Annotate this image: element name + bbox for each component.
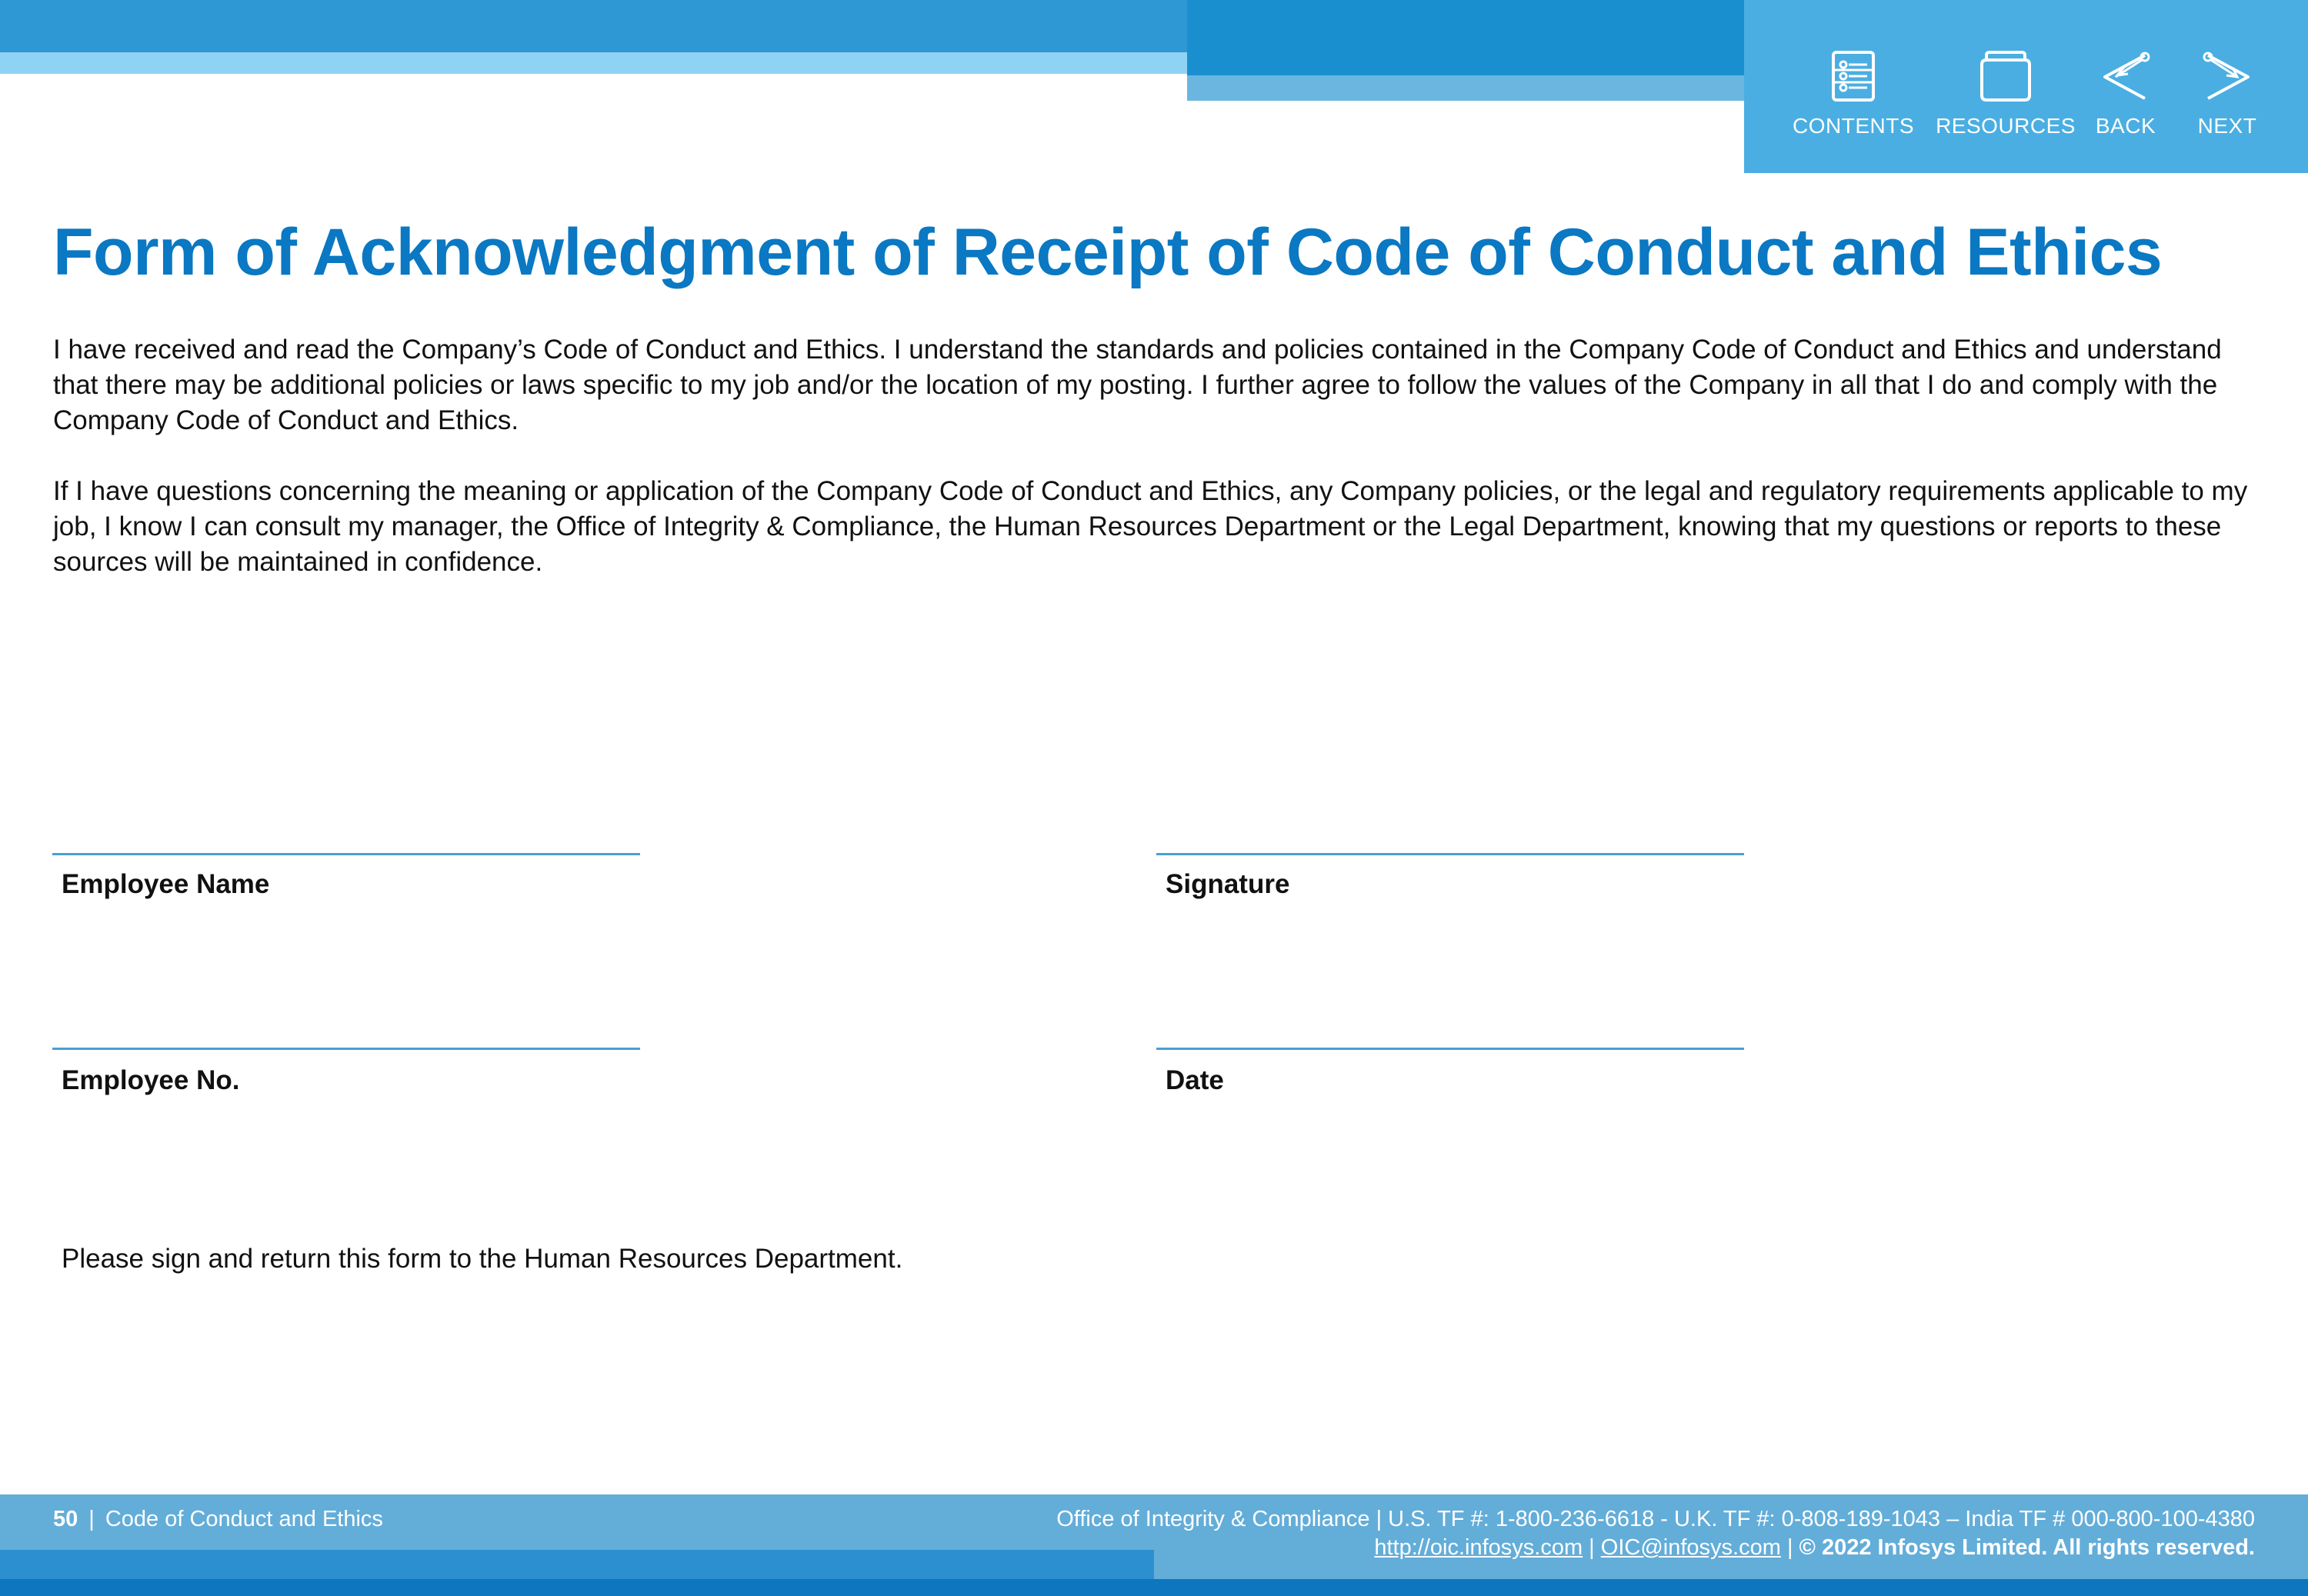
- back-label: BACK: [2095, 114, 2156, 138]
- signature-line[interactable]: [1156, 853, 1744, 855]
- footer-link-separator: |: [1589, 1535, 1595, 1560]
- contents-label: CONTENTS: [1793, 114, 1914, 138]
- next-button[interactable]: [2189, 49, 2266, 149]
- footer-links: http://oic.infosys.com | OIC@infosys.com | © 2022 Infosys Limited. All rights reserved.: [1374, 1535, 2255, 1560]
- footer-accent-left: [0, 1550, 1154, 1579]
- employee-no-label: Employee No.: [62, 1065, 240, 1095]
- header-accent-bar: [0, 52, 1187, 74]
- resources-icon: [1977, 49, 2034, 103]
- questions-paragraph: If I have questions concerning the meaning or application of the Company Code of Conduct and Ethics, any Company policies, or the legal and regulatory requirements applicable to my job, I know I can consult my manager, the Office of Integrity & Compliance, the Human Resources Department or the Legal Department, knowing that my questions or reports to these sources will be maintained in confidence.: [53, 476, 2248, 577]
- footer-doc-title: Code of Conduct and Ethics: [105, 1507, 383, 1531]
- resources-button[interactable]: [1936, 49, 2075, 149]
- return-instructions: Please sign and return this form to the Human Resources Department.: [62, 1244, 903, 1274]
- employee-no-line[interactable]: [52, 1048, 640, 1050]
- footer-page-info: [53, 1507, 383, 1532]
- header-block-lower: [1187, 75, 1744, 101]
- signature-label: Signature: [1166, 869, 1290, 899]
- footer-separator: |: [88, 1507, 95, 1531]
- employee-name-line[interactable]: [52, 853, 640, 855]
- date-label: Date: [1166, 1065, 1224, 1095]
- page-number: 50: [53, 1507, 78, 1531]
- contents-button[interactable]: [1793, 49, 1914, 149]
- acknowledgment-paragraph: I have received and read the Company’s Code of Conduct and Ethics. I understand the standards and policies contained in the Company Code of Conduct and Ethics and understand that there may be additional policies or laws specific to my job and/or the location of my posting. I further agree to follow the values of the Company in all that I do and comply with the Company Code of Conduct and Ethics.: [53, 335, 2222, 435]
- next-icon: [2202, 49, 2253, 103]
- footer-contact-line: Office of Integrity & Compliance | U.S. TF #: 1-800-236-6618 - U.K. TF #: 0-808-189-1043 – India TF # 000-800-100-4380: [1056, 1507, 2255, 1531]
- employee-name-label: Employee Name: [62, 869, 270, 899]
- website-link[interactable]: http://oic.infosys.com: [1374, 1535, 1583, 1560]
- footer-bottom-bar: [0, 1579, 2308, 1596]
- back-icon: [2100, 49, 2151, 103]
- email-link[interactable]: OIC@infosys.com: [1600, 1535, 1781, 1560]
- next-label: NEXT: [2197, 114, 2257, 138]
- contents-icon: [1830, 49, 1876, 103]
- page-title: Form of Acknowledgment of Receipt of Code of Conduct and Ethics: [53, 215, 2163, 289]
- date-line[interactable]: [1156, 1048, 1744, 1050]
- back-button[interactable]: [2087, 49, 2164, 149]
- resources-label: RESOURCES: [1936, 114, 2076, 138]
- nav-panel: [1744, 0, 2308, 173]
- copyright: © 2022 Infosys Limited. All rights reserved.: [1799, 1535, 2255, 1560]
